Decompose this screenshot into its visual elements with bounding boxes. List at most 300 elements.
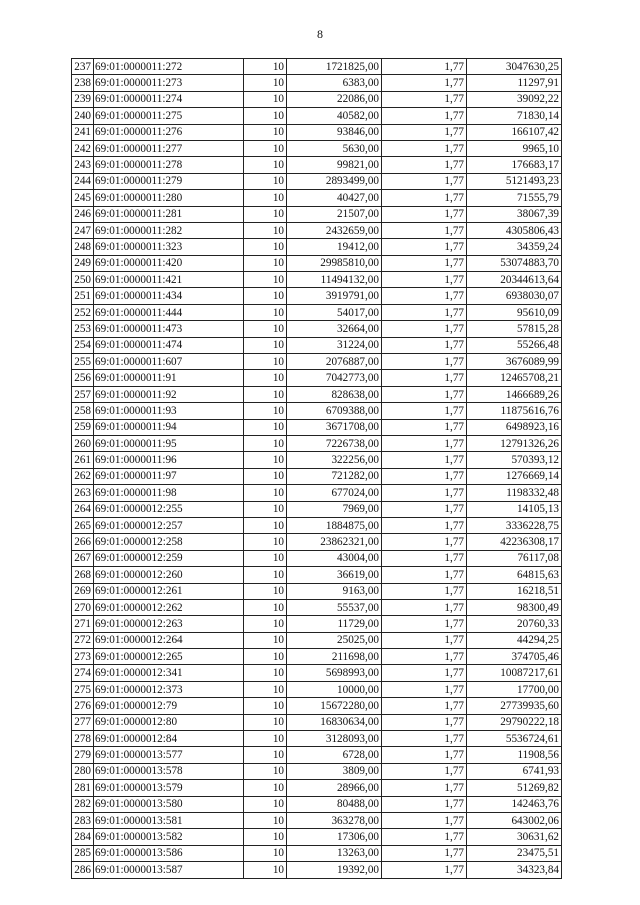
table-row [72, 190, 562, 206]
table-row [72, 370, 562, 386]
value-cell: 22086,00 [287, 91, 382, 107]
rate-cell: 10 [244, 75, 287, 91]
coefficient-cell: 1,77 [382, 550, 467, 566]
row-number: 253 [72, 321, 94, 337]
table-row [72, 731, 562, 747]
row-number: 281 [72, 780, 94, 796]
row-number: 284 [72, 829, 94, 845]
rate-cell: 10 [244, 763, 287, 779]
table-row [72, 780, 562, 796]
table-row [72, 435, 562, 451]
row-number: 267 [72, 550, 94, 566]
rate-cell: 10 [244, 517, 287, 533]
page-number: 8 [317, 27, 323, 41]
value-cell: 363278,00 [287, 812, 382, 828]
rate-cell: 10 [244, 124, 287, 140]
amount-cell: 71830,14 [467, 108, 562, 124]
cadastral-number: 69:01:0000012:260 [94, 567, 244, 583]
coefficient-cell: 1,77 [382, 140, 467, 156]
amount-cell: 166107,42 [467, 124, 562, 140]
value-cell: 3809,00 [287, 763, 382, 779]
coefficient-cell: 1,77 [382, 812, 467, 828]
rate-cell: 10 [244, 222, 287, 238]
coefficient-cell: 1,77 [382, 59, 467, 75]
cadastral-number: 69:01:0000012:261 [94, 583, 244, 599]
coefficient-cell: 1,77 [382, 501, 467, 517]
value-cell: 54017,00 [287, 304, 382, 320]
row-number: 268 [72, 567, 94, 583]
coefficient-cell: 1,77 [382, 173, 467, 189]
coefficient-cell: 1,77 [382, 485, 467, 501]
table-row [72, 75, 562, 91]
cadastral-number: 69:01:0000011:323 [94, 239, 244, 255]
table-row [72, 845, 562, 861]
row-number: 264 [72, 501, 94, 517]
row-number: 257 [72, 386, 94, 402]
value-cell: 322256,00 [287, 452, 382, 468]
table-row [72, 386, 562, 402]
table-body [72, 59, 562, 879]
table-row [72, 599, 562, 615]
value-cell: 3671708,00 [287, 419, 382, 435]
coefficient-cell: 1,77 [382, 829, 467, 845]
rate-cell: 10 [244, 354, 287, 370]
amount-cell: 1466689,26 [467, 386, 562, 402]
coefficient-cell: 1,77 [382, 698, 467, 714]
rate-cell: 10 [244, 534, 287, 550]
table-row [72, 485, 562, 501]
table-row [72, 403, 562, 419]
value-cell: 29985810,00 [287, 255, 382, 271]
rate-cell: 10 [244, 829, 287, 845]
value-cell: 5698993,00 [287, 665, 382, 681]
amount-cell: 11908,56 [467, 747, 562, 763]
cadastral-number: 69:01:0000011:91 [94, 370, 244, 386]
value-cell: 19392,00 [287, 862, 382, 878]
cadastral-number: 69:01:0000013:586 [94, 845, 244, 861]
value-cell: 1721825,00 [287, 59, 382, 75]
coefficient-cell: 1,77 [382, 222, 467, 238]
amount-cell: 176683,17 [467, 157, 562, 173]
coefficient-cell: 1,77 [382, 731, 467, 747]
amount-cell: 20760,33 [467, 616, 562, 632]
rate-cell: 10 [244, 845, 287, 861]
table-row [72, 616, 562, 632]
table-row [72, 206, 562, 222]
coefficient-cell: 1,77 [382, 665, 467, 681]
value-cell: 17306,00 [287, 829, 382, 845]
rate-cell: 10 [244, 157, 287, 173]
value-cell: 19412,00 [287, 239, 382, 255]
coefficient-cell: 1,77 [382, 632, 467, 648]
value-cell: 43004,00 [287, 550, 382, 566]
row-number: 262 [72, 468, 94, 484]
cadastral-number: 69:01:0000011:279 [94, 173, 244, 189]
amount-cell: 12465708,21 [467, 370, 562, 386]
coefficient-cell: 1,77 [382, 468, 467, 484]
value-cell: 721282,00 [287, 468, 382, 484]
rate-cell: 10 [244, 485, 287, 501]
amount-cell: 71555,79 [467, 190, 562, 206]
row-number: 242 [72, 140, 94, 156]
row-number: 251 [72, 288, 94, 304]
cadastral-number: 69:01:0000011:273 [94, 75, 244, 91]
rate-cell: 10 [244, 731, 287, 747]
coefficient-cell: 1,77 [382, 747, 467, 763]
rate-cell: 10 [244, 140, 287, 156]
table-row [72, 255, 562, 271]
row-number: 272 [72, 632, 94, 648]
value-cell: 15672280,00 [287, 698, 382, 714]
cadastral-number: 69:01:0000013:581 [94, 812, 244, 828]
cadastral-number: 69:01:0000011:473 [94, 321, 244, 337]
rate-cell: 10 [244, 665, 287, 681]
value-cell: 23862321,00 [287, 534, 382, 550]
value-cell: 11494132,00 [287, 272, 382, 288]
table-row [72, 517, 562, 533]
rate-cell: 10 [244, 419, 287, 435]
table-row [72, 534, 562, 550]
table-row [72, 829, 562, 845]
row-number: 258 [72, 403, 94, 419]
amount-cell: 3676089,99 [467, 354, 562, 370]
row-number: 286 [72, 862, 94, 878]
cadastral-number: 69:01:0000013:579 [94, 780, 244, 796]
coefficient-cell: 1,77 [382, 616, 467, 632]
coefficient-cell: 1,77 [382, 517, 467, 533]
row-number: 271 [72, 616, 94, 632]
amount-cell: 1276669,14 [467, 468, 562, 484]
coefficient-cell: 1,77 [382, 91, 467, 107]
amount-cell: 53074883,70 [467, 255, 562, 271]
amount-cell: 57815,28 [467, 321, 562, 337]
coefficient-cell: 1,77 [382, 845, 467, 861]
rate-cell: 10 [244, 698, 287, 714]
cadastral-number: 69:01:0000012:80 [94, 714, 244, 730]
amount-cell: 51269,82 [467, 780, 562, 796]
coefficient-cell: 1,77 [382, 304, 467, 320]
value-cell: 99821,00 [287, 157, 382, 173]
row-number: 259 [72, 419, 94, 435]
value-cell: 6709388,00 [287, 403, 382, 419]
rate-cell: 10 [244, 501, 287, 517]
rate-cell: 10 [244, 796, 287, 812]
coefficient-cell: 1,77 [382, 239, 467, 255]
row-number: 276 [72, 698, 94, 714]
table-row [72, 91, 562, 107]
row-number: 243 [72, 157, 94, 173]
cadastral-number: 69:01:0000011:272 [94, 59, 244, 75]
coefficient-cell: 1,77 [382, 288, 467, 304]
amount-cell: 4305806,43 [467, 222, 562, 238]
cadastral-number: 69:01:0000012:263 [94, 616, 244, 632]
row-number: 256 [72, 370, 94, 386]
amount-cell: 14105,13 [467, 501, 562, 517]
rate-cell: 10 [244, 616, 287, 632]
rate-cell: 10 [244, 403, 287, 419]
coefficient-cell: 1,77 [382, 796, 467, 812]
cadastral-number: 69:01:0000011:607 [94, 354, 244, 370]
table-row [72, 665, 562, 681]
rate-cell: 10 [244, 255, 287, 271]
coefficient-cell: 1,77 [382, 419, 467, 435]
row-number: 254 [72, 337, 94, 353]
coefficient-cell: 1,77 [382, 583, 467, 599]
row-number: 237 [72, 59, 94, 75]
row-number: 240 [72, 108, 94, 124]
value-cell: 3919791,00 [287, 288, 382, 304]
value-cell: 6728,00 [287, 747, 382, 763]
amount-cell: 16218,51 [467, 583, 562, 599]
cadastral-number: 69:01:0000011:281 [94, 206, 244, 222]
row-number: 263 [72, 485, 94, 501]
row-number: 255 [72, 354, 94, 370]
row-number: 238 [72, 75, 94, 91]
value-cell: 80488,00 [287, 796, 382, 812]
table-row [72, 567, 562, 583]
table-row [72, 714, 562, 730]
coefficient-cell: 1,77 [382, 255, 467, 271]
coefficient-cell: 1,77 [382, 763, 467, 779]
amount-cell: 12791326,26 [467, 435, 562, 451]
row-number: 261 [72, 452, 94, 468]
row-number: 278 [72, 731, 94, 747]
coefficient-cell: 1,77 [382, 75, 467, 91]
amount-cell: 9965,10 [467, 140, 562, 156]
row-number: 270 [72, 599, 94, 615]
value-cell: 21507,00 [287, 206, 382, 222]
table-row [72, 272, 562, 288]
row-number: 239 [72, 91, 94, 107]
value-cell: 28966,00 [287, 780, 382, 796]
value-cell: 2432659,00 [287, 222, 382, 238]
coefficient-cell: 1,77 [382, 272, 467, 288]
rate-cell: 10 [244, 239, 287, 255]
coefficient-cell: 1,77 [382, 599, 467, 615]
table-row [72, 354, 562, 370]
coefficient-cell: 1,77 [382, 108, 467, 124]
rate-cell: 10 [244, 714, 287, 730]
amount-cell: 44294,25 [467, 632, 562, 648]
amount-cell: 11297,91 [467, 75, 562, 91]
rate-cell: 10 [244, 173, 287, 189]
rate-cell: 10 [244, 59, 287, 75]
cadastral-number: 69:01:0000011:280 [94, 190, 244, 206]
amount-cell: 3047630,25 [467, 59, 562, 75]
rate-cell: 10 [244, 649, 287, 665]
coefficient-cell: 1,77 [382, 534, 467, 550]
table-row [72, 583, 562, 599]
amount-cell: 34359,24 [467, 239, 562, 255]
row-number: 245 [72, 190, 94, 206]
cadastral-number: 69:01:0000013:582 [94, 829, 244, 845]
cadastral-number: 69:01:0000011:96 [94, 452, 244, 468]
cadastral-number: 69:01:0000011:278 [94, 157, 244, 173]
row-number: 269 [72, 583, 94, 599]
rate-cell: 10 [244, 370, 287, 386]
amount-cell: 643002,06 [467, 812, 562, 828]
rate-cell: 10 [244, 190, 287, 206]
value-cell: 6383,00 [287, 75, 382, 91]
value-cell: 32664,00 [287, 321, 382, 337]
table-row [72, 173, 562, 189]
coefficient-cell: 1,77 [382, 714, 467, 730]
amount-cell: 6938030,07 [467, 288, 562, 304]
amount-cell: 374705,46 [467, 649, 562, 665]
row-number: 277 [72, 714, 94, 730]
value-cell: 7042773,00 [287, 370, 382, 386]
cadastral-number: 69:01:0000012:255 [94, 501, 244, 517]
rate-cell: 10 [244, 288, 287, 304]
value-cell: 31224,00 [287, 337, 382, 353]
value-cell: 3128093,00 [287, 731, 382, 747]
cadastral-number: 69:01:0000011:93 [94, 403, 244, 419]
coefficient-cell: 1,77 [382, 649, 467, 665]
rate-cell: 10 [244, 812, 287, 828]
table-row [72, 337, 562, 353]
cadastral-number: 69:01:0000013:577 [94, 747, 244, 763]
table-row [72, 681, 562, 697]
value-cell: 16830634,00 [287, 714, 382, 730]
rate-cell: 10 [244, 272, 287, 288]
amount-cell: 10087217,61 [467, 665, 562, 681]
amount-cell: 17700,00 [467, 681, 562, 697]
table-row [72, 239, 562, 255]
coefficient-cell: 1,77 [382, 206, 467, 222]
amount-cell: 27739935,60 [467, 698, 562, 714]
cadastral-number: 69:01:0000011:92 [94, 386, 244, 402]
amount-cell: 38067,39 [467, 206, 562, 222]
cadastral-number: 69:01:0000013:580 [94, 796, 244, 812]
cadastral-number: 69:01:0000011:444 [94, 304, 244, 320]
value-cell: 828638,00 [287, 386, 382, 402]
rate-cell: 10 [244, 108, 287, 124]
table-row [72, 812, 562, 828]
rate-cell: 10 [244, 206, 287, 222]
cadastral-number: 69:01:0000012:259 [94, 550, 244, 566]
row-number: 249 [72, 255, 94, 271]
table-row [72, 747, 562, 763]
cadastral-number: 69:01:0000011:474 [94, 337, 244, 353]
rate-cell: 10 [244, 91, 287, 107]
value-cell: 13263,00 [287, 845, 382, 861]
row-number: 282 [72, 796, 94, 812]
amount-cell: 11875616,76 [467, 403, 562, 419]
table-row [72, 222, 562, 238]
row-number: 283 [72, 812, 94, 828]
coefficient-cell: 1,77 [382, 370, 467, 386]
rate-cell: 10 [244, 681, 287, 697]
cadastral-number: 69:01:0000011:97 [94, 468, 244, 484]
table-row [72, 452, 562, 468]
amount-cell: 5121493,23 [467, 173, 562, 189]
amount-cell: 3336228,75 [467, 517, 562, 533]
rate-cell: 10 [244, 567, 287, 583]
row-number: 252 [72, 304, 94, 320]
row-number: 273 [72, 649, 94, 665]
coefficient-cell: 1,77 [382, 354, 467, 370]
coefficient-cell: 1,77 [382, 452, 467, 468]
cadastral-number: 69:01:0000011:94 [94, 419, 244, 435]
row-number: 244 [72, 173, 94, 189]
table-row [72, 649, 562, 665]
value-cell: 7226738,00 [287, 435, 382, 451]
row-number: 285 [72, 845, 94, 861]
rate-cell: 10 [244, 599, 287, 615]
cadastral-number: 69:01:0000012:264 [94, 632, 244, 648]
cadastral-number: 69:01:0000013:587 [94, 862, 244, 878]
table-row [72, 108, 562, 124]
cadastral-number: 69:01:0000012:258 [94, 534, 244, 550]
table-row [72, 763, 562, 779]
table-row [72, 59, 562, 75]
amount-cell: 29790222,18 [467, 714, 562, 730]
rate-cell: 10 [244, 386, 287, 402]
cadastral-number: 69:01:0000011:282 [94, 222, 244, 238]
cadastral-number: 69:01:0000011:274 [94, 91, 244, 107]
coefficient-cell: 1,77 [382, 862, 467, 878]
coefficient-cell: 1,77 [382, 780, 467, 796]
amount-cell: 570393,12 [467, 452, 562, 468]
value-cell: 55537,00 [287, 599, 382, 615]
amount-cell: 30631,62 [467, 829, 562, 845]
amount-cell: 39092,22 [467, 91, 562, 107]
row-number: 266 [72, 534, 94, 550]
cadastral-number: 69:01:0000011:277 [94, 140, 244, 156]
table-row [72, 632, 562, 648]
amount-cell: 64815,63 [467, 567, 562, 583]
table-row [72, 304, 562, 320]
rate-cell: 10 [244, 468, 287, 484]
table-row [72, 698, 562, 714]
amount-cell: 55266,48 [467, 337, 562, 353]
cadastral-number: 69:01:0000012:262 [94, 599, 244, 615]
value-cell: 7969,00 [287, 501, 382, 517]
cadastral-number: 69:01:0000011:95 [94, 435, 244, 451]
value-cell: 9163,00 [287, 583, 382, 599]
coefficient-cell: 1,77 [382, 124, 467, 140]
value-cell: 25025,00 [287, 632, 382, 648]
table-row [72, 321, 562, 337]
row-number: 248 [72, 239, 94, 255]
cadastral-table [71, 58, 562, 879]
value-cell: 40582,00 [287, 108, 382, 124]
cadastral-number: 69:01:0000011:276 [94, 124, 244, 140]
table-row [72, 796, 562, 812]
coefficient-cell: 1,77 [382, 567, 467, 583]
amount-cell: 1198332,48 [467, 485, 562, 501]
table-row [72, 288, 562, 304]
coefficient-cell: 1,77 [382, 403, 467, 419]
coefficient-cell: 1,77 [382, 435, 467, 451]
amount-cell: 76117,08 [467, 550, 562, 566]
coefficient-cell: 1,77 [382, 681, 467, 697]
value-cell: 10000,00 [287, 681, 382, 697]
cadastral-number: 69:01:0000012:79 [94, 698, 244, 714]
table-row [72, 140, 562, 156]
rate-cell: 10 [244, 321, 287, 337]
table-row [72, 468, 562, 484]
row-number: 246 [72, 206, 94, 222]
amount-cell: 142463,76 [467, 796, 562, 812]
table-row [72, 157, 562, 173]
rate-cell: 10 [244, 304, 287, 320]
rate-cell: 10 [244, 583, 287, 599]
row-number: 279 [72, 747, 94, 763]
amount-cell: 23475,51 [467, 845, 562, 861]
amount-cell: 6498923,16 [467, 419, 562, 435]
row-number: 241 [72, 124, 94, 140]
